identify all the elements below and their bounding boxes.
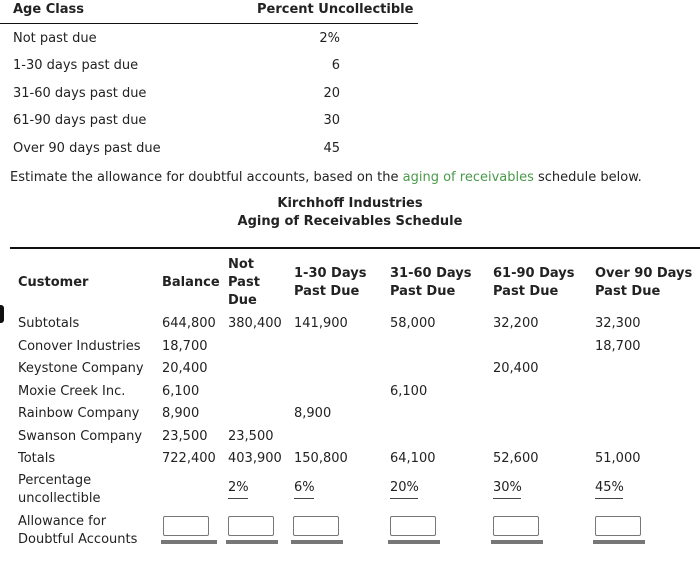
header-over-90-line2: Past Due	[595, 284, 661, 299]
allowance-label-line1: Allowance for	[18, 514, 107, 529]
pct-61-90: 30%	[493, 480, 522, 495]
double-underline	[161, 540, 217, 544]
age-row-pct: 30	[323, 113, 340, 128]
percent-uncollectible-header: Percent Uncollectible	[257, 2, 414, 17]
row-balance: 644,800	[162, 316, 216, 331]
allowance-61-90-input[interactable]	[493, 516, 539, 536]
row-31-60: 58,000	[390, 316, 436, 331]
header-31-60-line1: 31-60 Days	[390, 266, 472, 281]
pct-underline	[595, 498, 623, 499]
row-1-30: 150,800	[294, 451, 348, 466]
instruction-text	[10, 170, 642, 185]
pct-31-60: 20%	[390, 480, 419, 495]
row-balance: 6,100	[162, 384, 200, 399]
header-31-60-line2: Past Due	[390, 284, 456, 299]
age-row-label: Over 90 days past due	[13, 141, 161, 156]
age-row-pct: 45	[323, 141, 340, 156]
header-not-past-line1: Not	[228, 257, 255, 272]
double-underline	[593, 540, 645, 544]
pct-underline	[493, 498, 521, 499]
header-61-90-line1: 61-90 Days	[493, 266, 575, 281]
header-balance: Balance	[162, 275, 220, 290]
double-underline	[291, 540, 343, 544]
row-1-30: 8,900	[294, 406, 332, 421]
row-61-90: 52,600	[493, 451, 539, 466]
row-not-past: 403,900	[228, 451, 282, 466]
pct-over-90: 45%	[595, 480, 624, 495]
row-not-past: 23,500	[228, 429, 274, 444]
allowance-not-past-input[interactable]	[228, 516, 274, 536]
row-1-30: 141,900	[294, 316, 348, 331]
allowance-over-90-input[interactable]	[595, 516, 641, 536]
percentage-label-line1: Percentage	[18, 473, 92, 488]
pct-1-30: 6%	[294, 480, 315, 495]
double-underline	[226, 540, 278, 544]
schedule-title: Aging of Receivables Schedule	[237, 214, 463, 229]
pct-underline	[228, 498, 248, 499]
row-61-90: 20,400	[493, 361, 539, 376]
pct-underline	[294, 498, 314, 499]
aging-of-receivables-link[interactable]: aging of receivables	[402, 170, 534, 185]
age-table-rule	[0, 23, 418, 24]
header-1-30-line2: Past Due	[294, 284, 360, 299]
page-edge-marker	[0, 305, 4, 323]
age-class-header: Age Class	[13, 2, 84, 17]
row-61-90: 32,200	[493, 316, 539, 331]
row-customer: Keystone Company	[18, 361, 144, 376]
row-balance: 23,500	[162, 429, 208, 444]
pct-underline	[390, 498, 418, 499]
row-customer: Subtotals	[18, 316, 80, 331]
pct-not-past: 2%	[228, 480, 249, 495]
row-balance: 18,700	[162, 339, 208, 354]
instruction-before: Estimate the allowance for doubtful accounts, based on the	[10, 170, 403, 185]
allowance-balance-input[interactable]	[163, 516, 209, 536]
allowance-31-60-input[interactable]	[390, 516, 436, 536]
header-customer: Customer	[18, 275, 89, 290]
row-customer: Totals	[18, 451, 56, 466]
header-not-past-line2: Past	[228, 275, 260, 290]
allowance-label-line2: Doubtful Accounts	[18, 532, 138, 547]
age-row-label: Not past due	[13, 31, 97, 46]
allowance-1-30-input[interactable]	[293, 516, 339, 536]
row-not-past: 380,400	[228, 316, 282, 331]
double-underline	[388, 540, 440, 544]
row-31-60: 64,100	[390, 451, 436, 466]
row-customer: Conover Industries	[18, 339, 141, 354]
company-name: Kirchhoff Industries	[277, 196, 423, 211]
age-row-pct: 20	[323, 86, 340, 101]
row-balance: 20,400	[162, 361, 208, 376]
percentage-label-line2: uncollectible	[18, 491, 101, 506]
age-row-label: 1-30 days past due	[13, 58, 139, 73]
instruction-after: schedule below.	[533, 170, 642, 185]
double-underline	[491, 540, 543, 544]
schedule-top-rule	[10, 247, 700, 249]
age-row-label: 31-60 days past due	[13, 86, 147, 101]
row-31-60: 6,100	[390, 384, 428, 399]
header-not-past-line3: Due	[228, 293, 257, 308]
age-row-pct: 2%	[319, 31, 340, 46]
row-balance: 8,900	[162, 406, 200, 421]
header-61-90-line2: Past Due	[493, 284, 559, 299]
header-over-90-line1: Over 90 Days	[595, 266, 693, 281]
row-customer: Moxie Creek Inc.	[18, 384, 126, 399]
header-1-30-line1: 1-30 Days	[294, 266, 367, 281]
age-row-label: 61-90 days past due	[13, 113, 147, 128]
row-balance: 722,400	[162, 451, 216, 466]
row-customer: Swanson Company	[18, 429, 143, 444]
row-customer: Rainbow Company	[18, 406, 140, 421]
age-row-pct: 6	[331, 58, 340, 73]
row-over-90: 32,300	[595, 316, 641, 331]
row-over-90: 18,700	[595, 339, 641, 354]
row-over-90: 51,000	[595, 451, 641, 466]
